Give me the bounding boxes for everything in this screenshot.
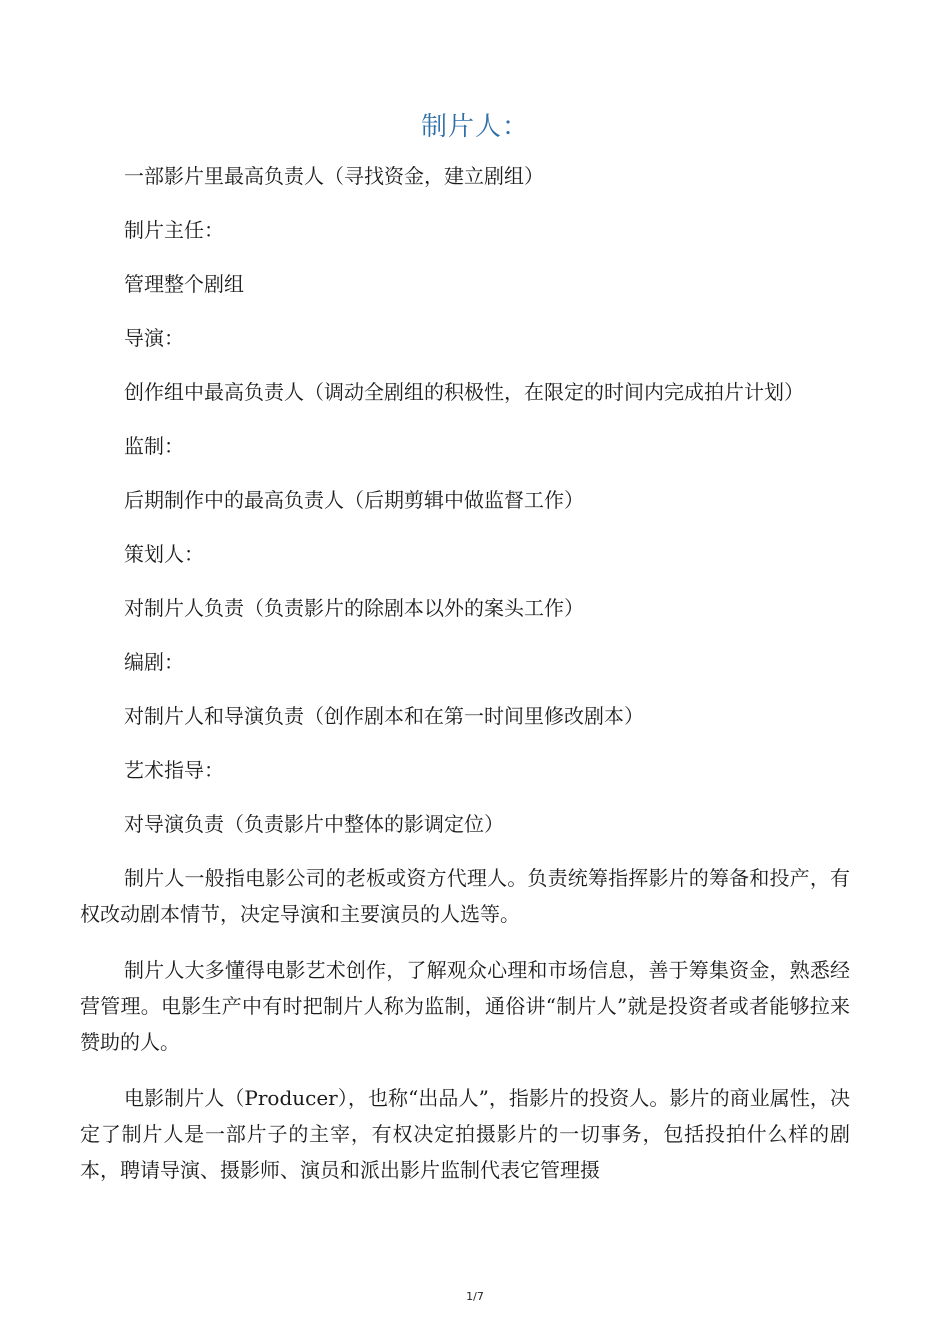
paragraph: 对制片人和导演负责（创作剧本和在第一时间里修改剧本） — [124, 704, 644, 728]
paragraph: 艺术指导： — [124, 758, 224, 782]
paragraph: 创作组中最高负责人（调动全剧组的积极性，在限定的时间内完成拍片计划） — [124, 380, 804, 404]
paragraph: 制片人一般指电影公司的老板或资方代理人。负责统筹指挥影片的筹备和投产，有权改动剧本情节，决定导演和主要演员的人选等。 — [80, 866, 850, 926]
paragraph: 策划人： — [124, 542, 204, 566]
paragraph: 对制片人负责（负责影片的除剧本以外的案头工作） — [124, 596, 584, 620]
paragraph: 后期制作中的最高负责人（后期剪辑中做监督工作） — [124, 488, 584, 512]
paragraph: 编剧： — [124, 650, 184, 674]
paragraph: 管理整个剧组 — [124, 272, 244, 296]
paragraph: 制片主任： — [124, 218, 224, 242]
paragraph: 导演： — [124, 326, 184, 350]
paragraph: 监制： — [124, 434, 184, 458]
paragraph: 一部影片里最高负责人（寻找资金，建立剧组） — [124, 164, 544, 188]
document-body — [80, 158, 850, 1188]
paragraph: 电影制片人（Producer），也称“出品人”，指影片的投资人。影片的商业属性，决定了制片人是一部片子的主宰，有权决定拍摄影片的一切事务，包括投拍什么样的剧本，聘请导演、摄影师、演员和派出影片监制代表它管理摄 — [80, 1086, 850, 1182]
paragraph: 制片人大多懂得电影艺术创作，了解观众心理和市场信息，善于筹集资金，熟悉经营管理。电影生产中有时把制片人称为监制，通俗讲“制片人”就是投资者或者能够拉来赞助的人。 — [80, 958, 850, 1054]
document-title: 制片人： — [420, 112, 529, 142]
paragraph: 对导演负责（负责影片中整体的影调定位） — [124, 812, 504, 836]
page-number: 1/7 — [466, 1290, 484, 1303]
